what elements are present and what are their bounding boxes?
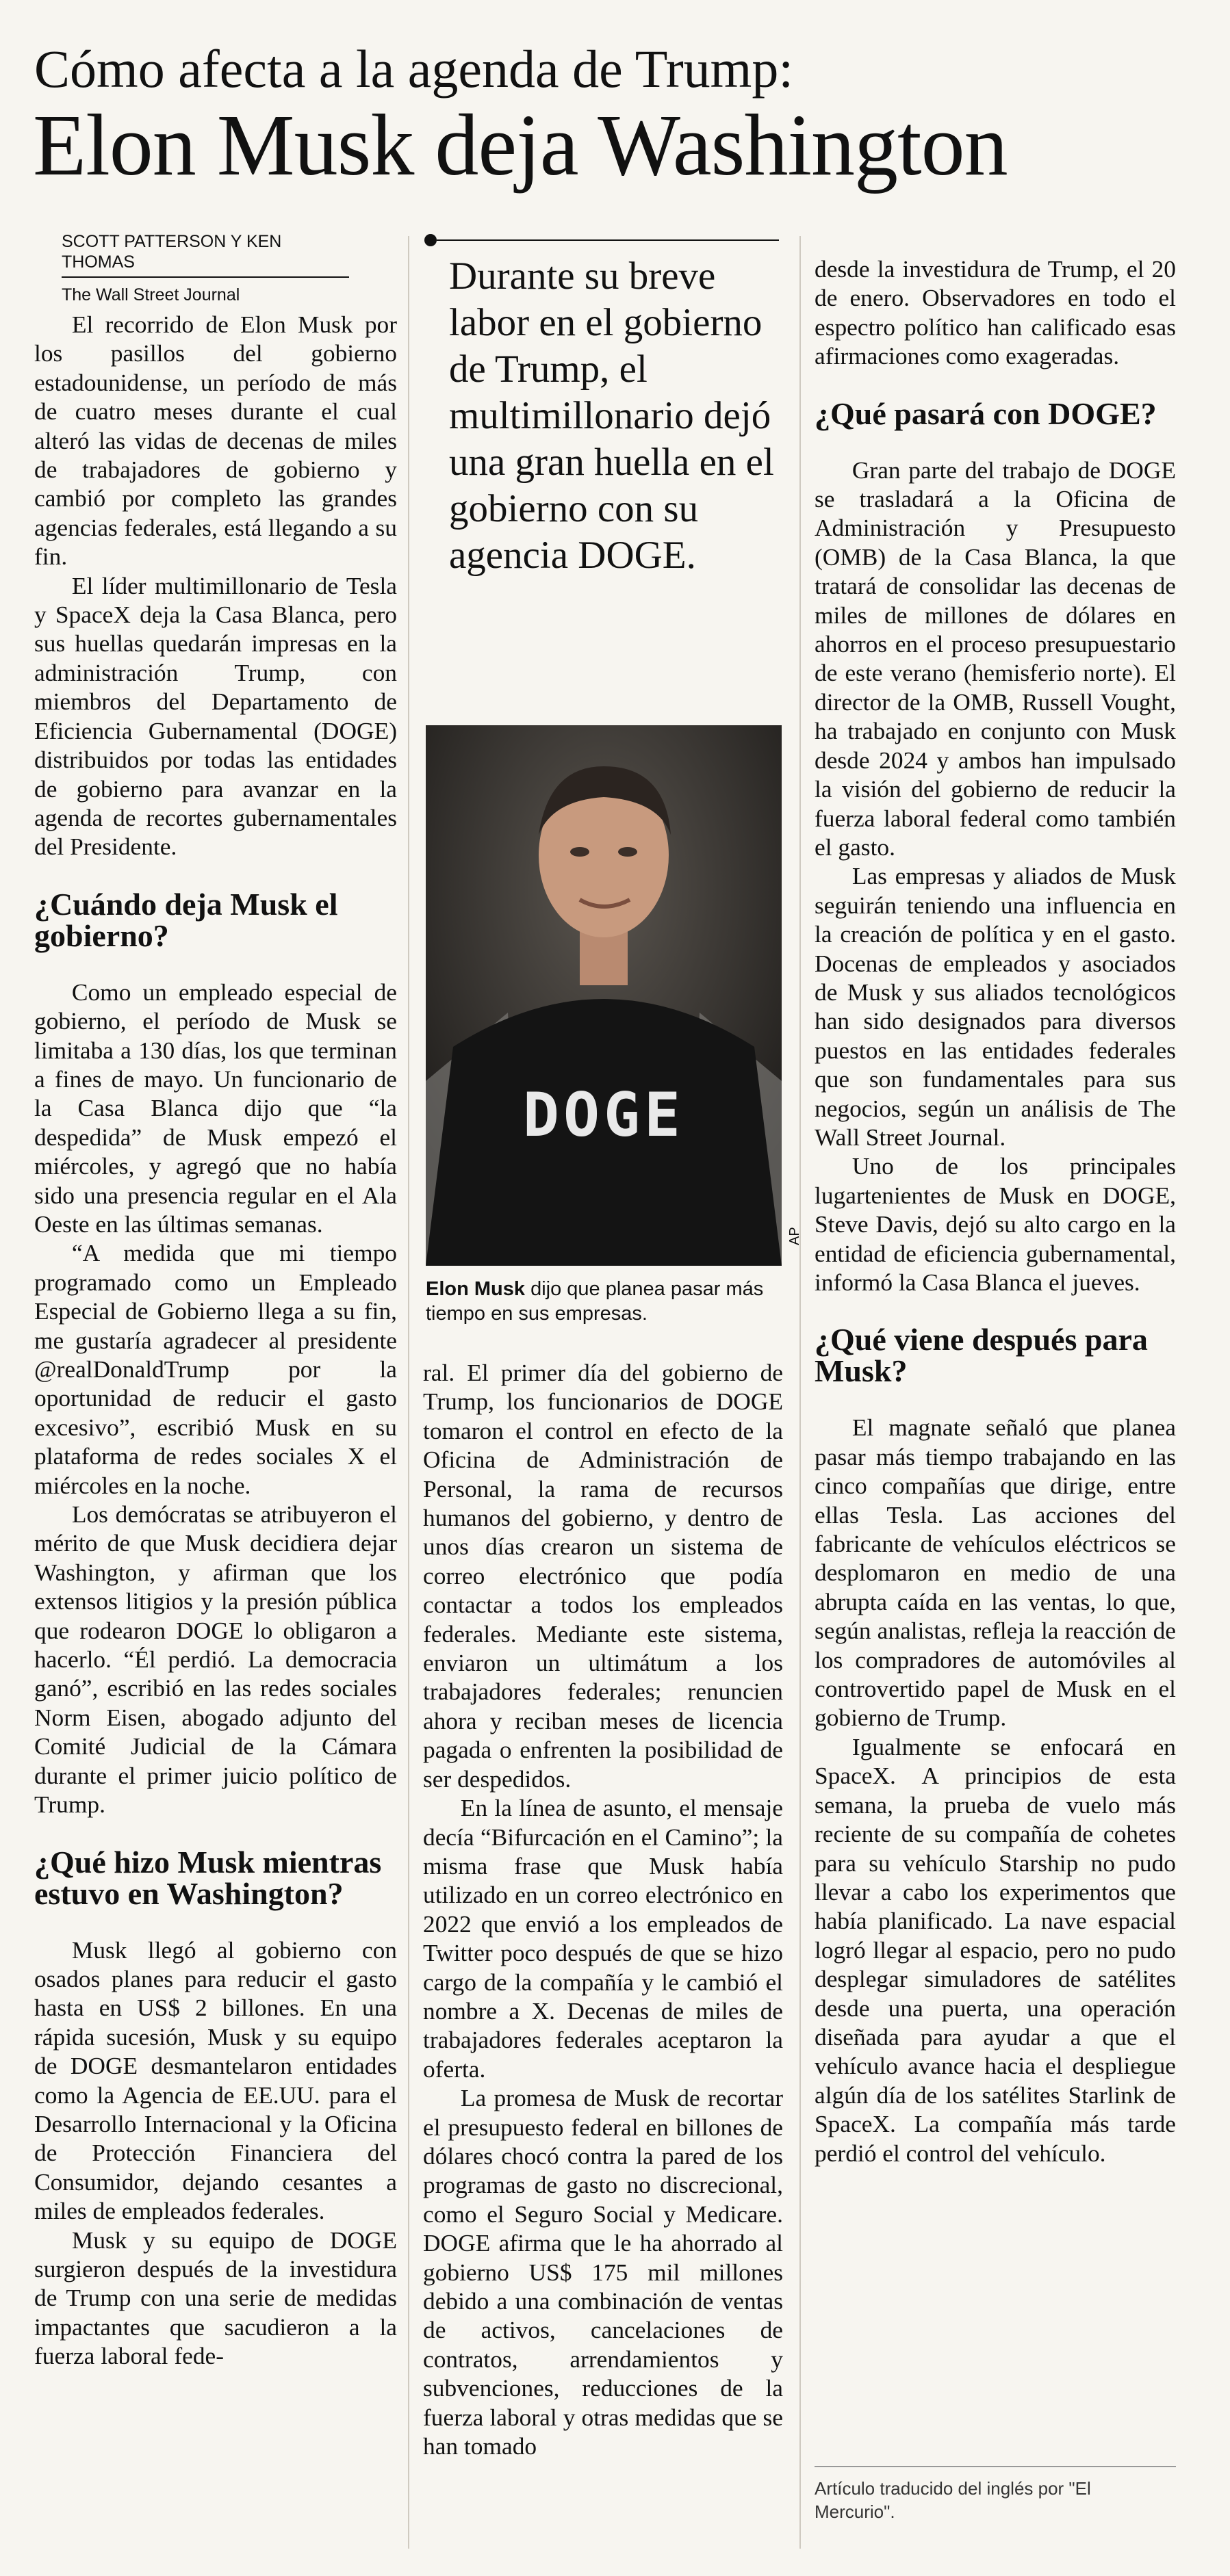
paragraph: Igualmente se enfocará en SpaceX. A principios de esta semana, la prueba de vuelo más reciente de su compañía de cohetes para su vehículo Starship no pudo llevar a cabo los experimentos que había planificado. La nave espacial logró llegar al espacio, pero no pudo desplegar simuladores de satélites desde una puerta, una operación diseñada para ayudar a que el vehículo avance hacia el despliegue algún día de los satélites Starlink de SpaceX. La compañía más tarde perdió el control del vehículo. [815, 1732, 1176, 2167]
column-3 [815, 255, 1176, 2168]
translator-note: Artículo traducido del inglés por "El Mercurio". [815, 2466, 1176, 2523]
paragraph: La promesa de Musk de recortar el presupuesto federal en billones de dólares chocó contra la pared de los programas de gasto no discrecional, como el Seguro Social y Medicare. DOGE afirma que le ha ahorrado al gobierno US$ 175 mil millones debido a una combinación de ventas de activos, cancelaciones de contratos, arrendamientos y subvenciones, reducciones de la fuerza laboral y otras medidas que se han tomado [423, 2084, 783, 2460]
paragraph: Los demócratas se atribuyeron el mérito de que Musk decidiera dejar Washington, y afirman que los extensos litigios y la presión pública que rodearon DOGE lo obligaron a hacerlo. “Él perdió. La democracia ganó”, escribió en las redes sociales Norm Eisen, abogado adjunto del Comité Judicial de la Cámara durante el primer juicio político de Trump. [34, 1500, 397, 1819]
pullquote-bullet-icon [424, 234, 437, 246]
article-headline: Elon Musk deja Washington [33, 96, 1008, 194]
paragraph: Musk y su equipo de DOGE surgieron después de la investidura de Trump con una serie de medidas impactantes que sacudieron a la fuerza laboral fede- [34, 2226, 397, 2370]
shirt-text: DOGE [523, 1080, 684, 1150]
paragraph: Musk llegó al gobierno con osados planes para reducir el gasto hasta en US$ 2 billones. En una rápida sucesión, Musk y su equipo de DOGE desmantelaron entidades como la Agencia de EE.UU. para el Desarrollo Internacional y la Oficina de Protección Financiera del Consumidor, dejando cesantes a miles de empleados federales. [34, 1936, 397, 2225]
paragraph: Gran parte del trabajo de DOGE se trasladará a la Oficina de Administración y Presupuesto (OMB) de la Casa Blanca, la que tratará de consolidar las decenas de miles de millones de dólares en ahorros en el proceso presupuestario de este verano (hemisferio norte). El director de la OMB, Russell Vought, ha trabajado en conjunto con Musk desde 2024 y ambos han impulsado la visión del gobierno de reducir la fuerza laboral federal como también el gasto. [815, 456, 1176, 861]
section-heading: ¿Qué viene después para Musk? [815, 1322, 1148, 1389]
section-heading: ¿Qué hizo Musk mientras estuvo en Washington? [34, 1844, 382, 1911]
paragraph: desde la investidura de Trump, el 20 de enero. Observadores en todo el espectro político han calificado esas afirmaciones como exageradas. [815, 255, 1176, 370]
paragraph: El líder multimillonario de Tesla y SpaceX deja la Casa Blanca, pero sus huellas quedarán impresas en la administración Trump, con miembros del Departamento de Eficiencia Gubernamental (DOGE) distribuidos por todas las entidades de gobierno para avanzar en la agenda de recortes gubernamentales del Presidente. [34, 571, 397, 861]
photo-credit: AP [787, 1227, 802, 1245]
column-divider-1 [408, 236, 409, 2549]
column-1 [34, 310, 397, 2371]
paragraph: El recorrido de Elon Musk por los pasillos del gobierno estadounidense, un período de más de cuatro meses durante el cual alteró las vidas de decenas de miles de trabajadores de gobierno y cambió por completo las grandes agencias federales, está llegando a su fin. [34, 311, 397, 571]
paragraph: El magnate señaló que planea pasar más tiempo trabajando en las cinco compañías que dirige, entre ellas Tesla. Las acciones del fabricante de vehículos eléctricos se desplomaron en medio de una abrupta caída en las ventas, lo que, según analistas, refleja la reacción de los compradores de automóviles al controvertido papel de Musk en el gobierno de Trump. [815, 1414, 1176, 1732]
paragraph: En la línea de asunto, el mensaje decía “Bifurcación en el Camino”; la misma frase que Musk había utilizado en un correo electrónico en 2022 que envió a los empleados de Twitter poco después de que se hizo cargo de la compañía y le cambió el nombre a X. Decenas de miles de trabajadores federales aceptaron la oferta. [423, 1794, 783, 2083]
paragraph: “A medida que mi tiempo programado como un Empleado Especial de Gobierno llega a su fin, me gustaría agradecer al presidente @realDonaldTrump por la oportunidad de reducir el gasto excesivo”, escribió Musk en su plataforma de redes sociales X el miércoles en la noche. [34, 1239, 397, 1499]
paragraph: Uno de los principales lugartenientes de Musk en DOGE, Steve Davis, dejó su alto cargo en la entidad de eficiencia gubernamental, informó la Casa Blanca el jueves. [815, 1152, 1176, 1296]
byline [62, 231, 349, 305]
pullquote: Durante su breve labor en el gobierno de Trump, el multimillonario dejó una gran huella en el gobierno con su agencia DOGE. [449, 255, 774, 577]
caption-text: dijo que planea pasar más tiempo en sus empresas. [426, 1278, 764, 1325]
photo-elon-musk [426, 725, 782, 1266]
section-heading: ¿Cuándo deja Musk el gobierno? [34, 886, 338, 953]
caption-name: Elon Musk [426, 1278, 526, 1300]
photo-illustration [426, 725, 782, 1266]
paragraph: ral. El primer día del gobierno de Trump, los funcionarios de DOGE tomaron el control en efecto de la Oficina de Administración de Personal, la rama de recursos humanos del gobierno, y dentro de unos días crearon un sistema de correo electrónico que podía contactar a todos los empleados federales. Mediante este sistema, enviaron un ultimátum a los trabajadores federales; renuncien ahora y reciban meses de licencia pagada o enfrenten la posibilidad de ser despedidos. [423, 1359, 783, 1793]
column-2 [423, 1358, 783, 2460]
section-heading: ¿Qué pasará con DOGE? [815, 395, 1157, 431]
byline-authors: SCOTT PATTERSON Y KEN THOMAS [62, 231, 349, 278]
pullquote-rule [437, 239, 779, 241]
paragraph: Las empresas y aliados de Musk seguirán teniendo una influencia en la creación de política y en el gasto. Docenas de empleados y asociados de Musk y sus aliados tecnológicos han sido designados para diversos puestos en las entidades federales que son fundamentales para sus negocios, según un análisis de The Wall Street Journal. [815, 862, 1176, 1151]
byline-source: The Wall Street Journal [62, 285, 240, 304]
paragraph: Como un empleado especial de gobierno, el período de Musk se limitaba a 130 días, los que terminan a fines de mayo. Un funcionario de la Casa Blanca dijo que “la despedida” de Musk empezó el miércoles, y agregó que no había sido una presencia regular en el Ala Oeste en las últimas semanas. [34, 978, 397, 1238]
column-divider-2 [799, 236, 801, 2549]
photo-caption [426, 1277, 789, 1326]
article-kicker: Cómo afecta a la agenda de Trump: [34, 39, 794, 99]
